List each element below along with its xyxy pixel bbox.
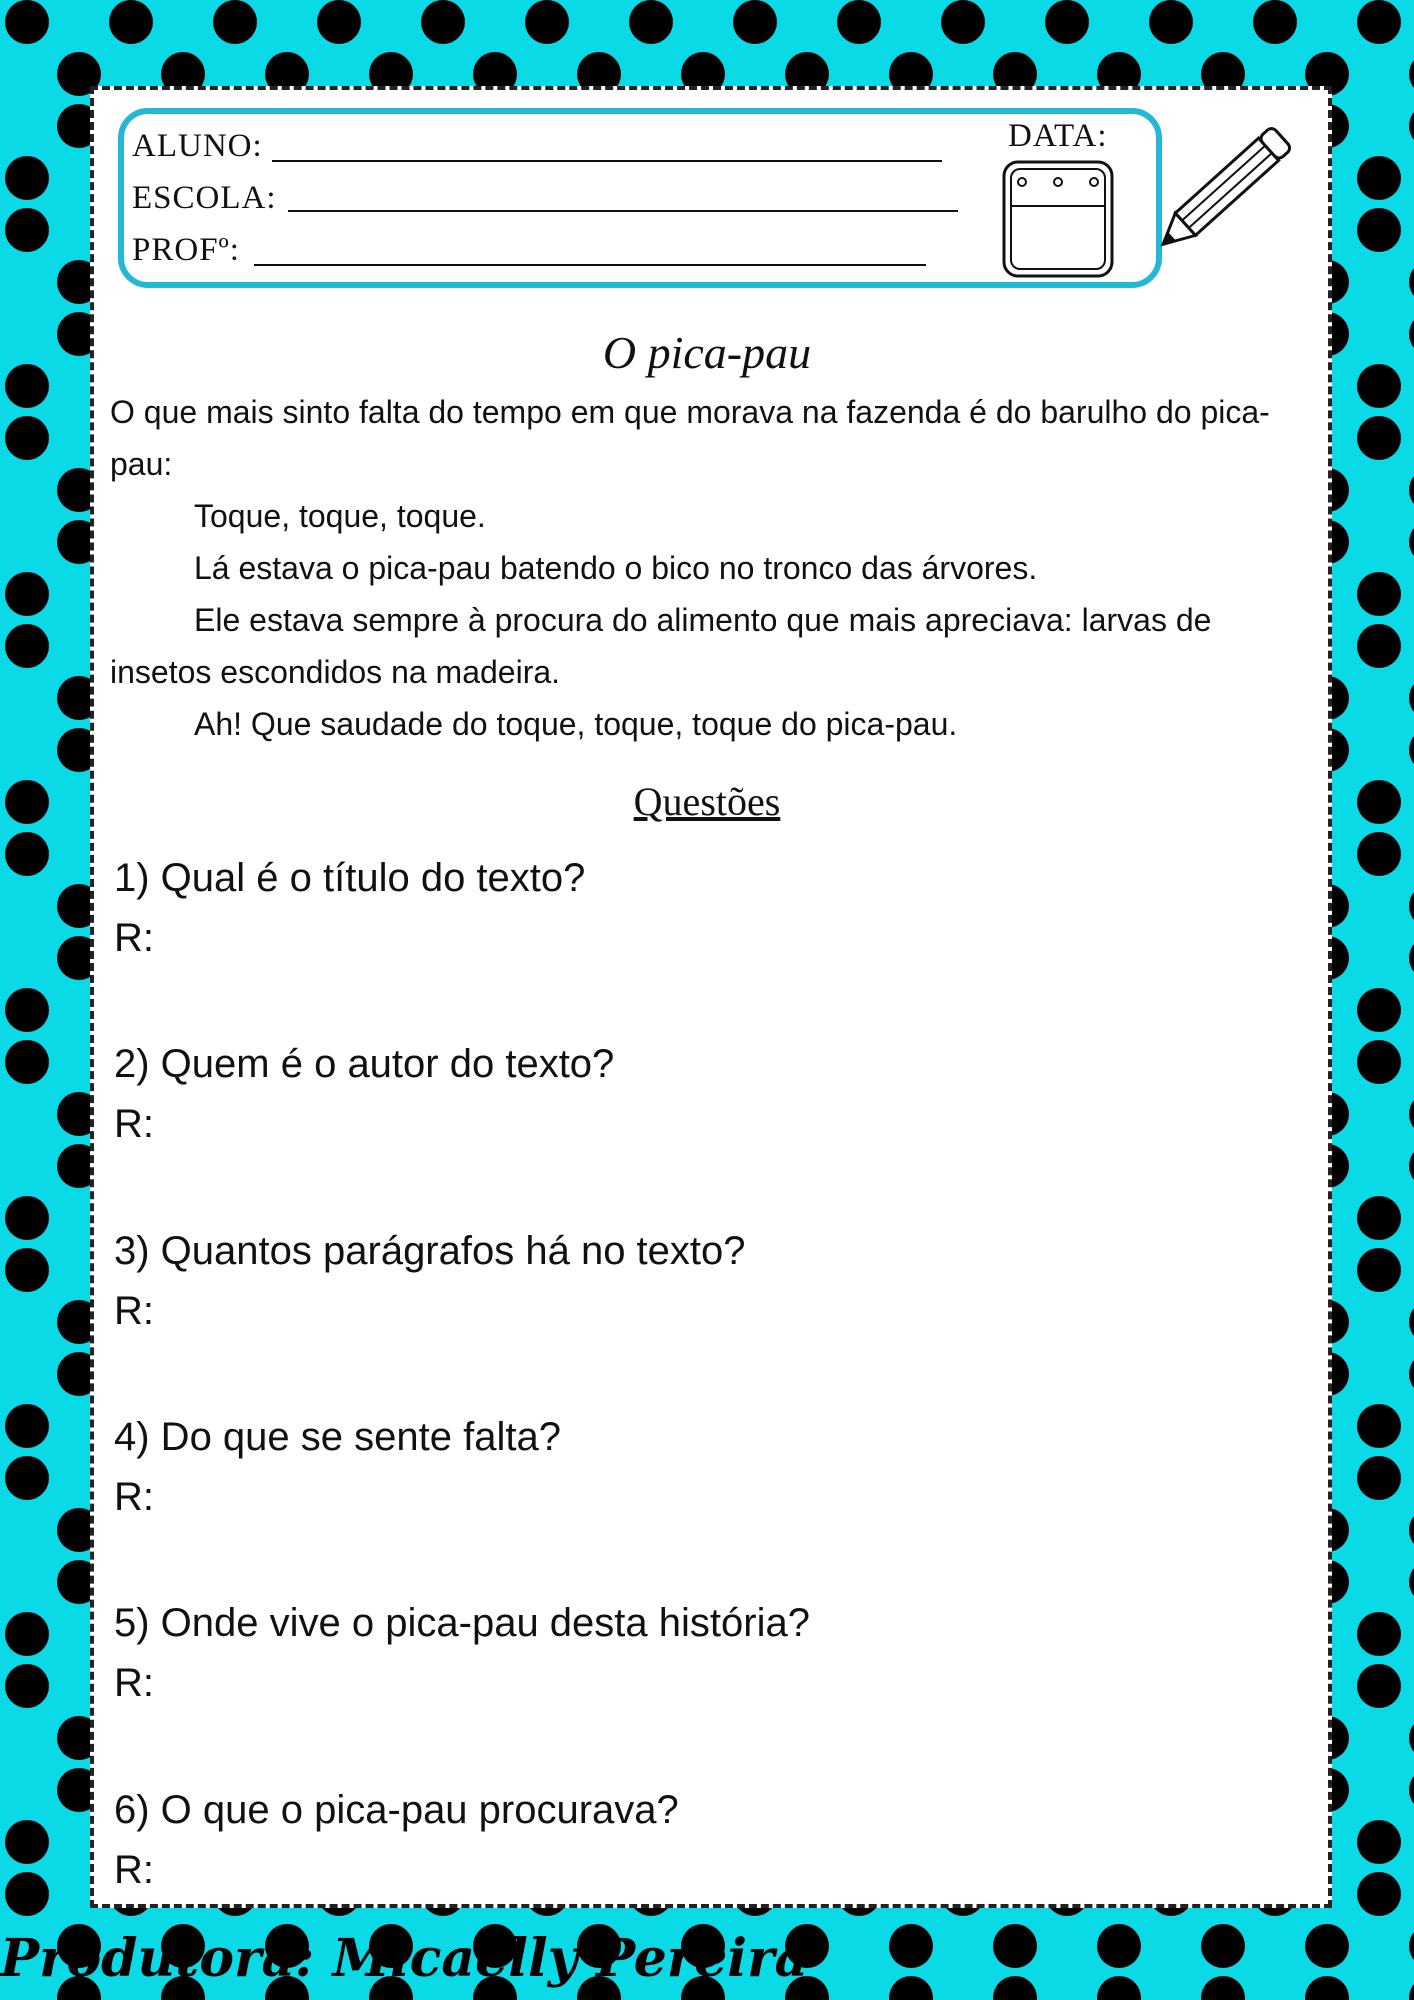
- polka-dot: [889, 1976, 933, 2000]
- polka-dot: [1357, 0, 1401, 44]
- polka-dot: [5, 1664, 49, 1708]
- polka-dot: [1045, 0, 1089, 44]
- polka-dot: [5, 1820, 49, 1864]
- polka-dot: [1357, 988, 1401, 1032]
- polka-dot: [1409, 676, 1414, 720]
- question-3: 3) Quantos parágrafos há no texto?: [114, 1229, 746, 1273]
- question-6: 6) O que o pica-pau procurava?: [114, 1788, 679, 1832]
- polka-dot: [5, 1612, 49, 1656]
- polka-dot: [1357, 832, 1401, 876]
- polka-dot: [1097, 1924, 1141, 1968]
- polka-dot: [1305, 1924, 1349, 1968]
- polka-dot: [1201, 1924, 1245, 1968]
- polka-dot: [889, 1924, 933, 1968]
- polka-dot: [837, 0, 881, 44]
- story-paragraph: Ah! Que saudade do toque, toque, toque do pica-pau.: [194, 706, 958, 742]
- escola-line: [288, 210, 958, 212]
- polka-dot: [213, 0, 257, 44]
- escola-label: ESCOLA:: [132, 180, 277, 216]
- producer-credit: Produtora: Micaelly Pereira: [0, 1928, 809, 1989]
- polka-dot: [1409, 936, 1414, 980]
- polka-dot: [1253, 0, 1297, 44]
- polka-dot: [1409, 1716, 1414, 1760]
- story-paragraph: O que mais sinto falta do tempo em que morava na fazenda é do barulho do pica-pau:: [110, 394, 1270, 482]
- data-label: DATA:: [1008, 118, 1108, 154]
- polka-dot: [1409, 468, 1414, 512]
- question-4: 4) Do que se sente falta?: [114, 1415, 561, 1459]
- polka-dot: [1357, 1040, 1401, 1084]
- polka-dot: [525, 0, 569, 44]
- answer-3-label: R:: [114, 1289, 154, 1333]
- polka-dot: [1409, 1092, 1414, 1136]
- polka-dot: [5, 208, 49, 252]
- polka-dot: [5, 1872, 49, 1916]
- answer-2-label: R:: [114, 1102, 154, 1146]
- pencil-icon: [1158, 100, 1308, 260]
- polka-dot: [5, 624, 49, 668]
- polka-dot: [1357, 1872, 1401, 1916]
- polka-dot: [5, 1196, 49, 1240]
- story-text: [110, 386, 1270, 750]
- polka-dot: [1357, 1612, 1401, 1656]
- questions-heading: Questões: [633, 779, 781, 824]
- polka-dot: [1409, 1144, 1414, 1188]
- polka-dot: [1409, 1300, 1414, 1344]
- polka-dot: [5, 1456, 49, 1500]
- polka-dot: [1409, 1508, 1414, 1552]
- story-paragraph: Toque, toque, toque.: [194, 498, 486, 534]
- polka-dot: [1149, 0, 1193, 44]
- story-title: O pica-pau: [602, 327, 812, 378]
- polka-dot: [5, 988, 49, 1032]
- polka-dot: [629, 0, 673, 44]
- polka-dot: [733, 0, 777, 44]
- question-5: 5) Onde vive o pica-pau desta história?: [114, 1601, 810, 1645]
- polka-dot: [1357, 208, 1401, 252]
- polka-dot: [1409, 884, 1414, 928]
- polka-dot: [993, 1976, 1037, 2000]
- polka-dot: [1409, 260, 1414, 304]
- polka-dot: [1409, 1560, 1414, 1604]
- polka-dot: [421, 0, 465, 44]
- question-2: 2) Quem é o autor do texto?: [114, 1042, 615, 1086]
- answer-1-label: R:: [114, 916, 154, 960]
- polka-dot: [5, 1248, 49, 1292]
- prof-line: [254, 264, 926, 266]
- polka-dot: [1357, 1404, 1401, 1448]
- polka-dot: [1357, 156, 1401, 200]
- polka-dot: [1357, 624, 1401, 668]
- polka-dot: [1409, 1924, 1414, 1968]
- question-1: 1) Qual é o título do texto?: [114, 856, 586, 900]
- prof-label: PROFº:: [132, 232, 240, 268]
- story-paragraph: Ele estava sempre à procura do alimento que mais apreciava: larvas de insetos escondidos na madeira.: [110, 602, 1212, 690]
- polka-dot: [941, 0, 985, 44]
- polka-dot: [1357, 1196, 1401, 1240]
- polka-dot: [5, 416, 49, 460]
- polka-dot: [5, 572, 49, 616]
- polka-dot: [5, 1040, 49, 1084]
- polka-dot: [1409, 104, 1414, 148]
- polka-dot: [5, 1404, 49, 1448]
- polka-dot: [5, 832, 49, 876]
- polka-dot: [5, 0, 49, 44]
- polka-dot: [1409, 1768, 1414, 1812]
- answer-4-label: R:: [114, 1475, 154, 1519]
- polka-dot: [1357, 1820, 1401, 1864]
- polka-dot: [1357, 1664, 1401, 1708]
- story-paragraph: Lá estava o pica-pau batendo o bico no tronco das árvores.: [194, 550, 1038, 586]
- polka-dot: [1409, 1976, 1414, 2000]
- polka-dot: [1357, 1456, 1401, 1500]
- polka-dot: [1305, 1976, 1349, 2000]
- polka-dot: [1357, 416, 1401, 460]
- aluno-label: ALUNO:: [132, 128, 263, 164]
- polka-dot: [317, 0, 361, 44]
- polka-dot: [993, 1924, 1037, 1968]
- calendar-icon: [1002, 160, 1114, 278]
- polka-dot: [1097, 1976, 1141, 2000]
- polka-dot: [5, 156, 49, 200]
- aluno-line: [272, 160, 942, 162]
- polka-dot: [1409, 52, 1414, 96]
- polka-dot: [1409, 520, 1414, 564]
- polka-dot: [1409, 728, 1414, 772]
- polka-dot: [1357, 1248, 1401, 1292]
- answer-6-label: R:: [114, 1848, 154, 1892]
- answer-5-label: R:: [114, 1661, 154, 1705]
- polka-dot: [109, 0, 153, 44]
- polka-dot: [1357, 572, 1401, 616]
- polka-dot: [1409, 1352, 1414, 1396]
- polka-dot: [1201, 1976, 1245, 2000]
